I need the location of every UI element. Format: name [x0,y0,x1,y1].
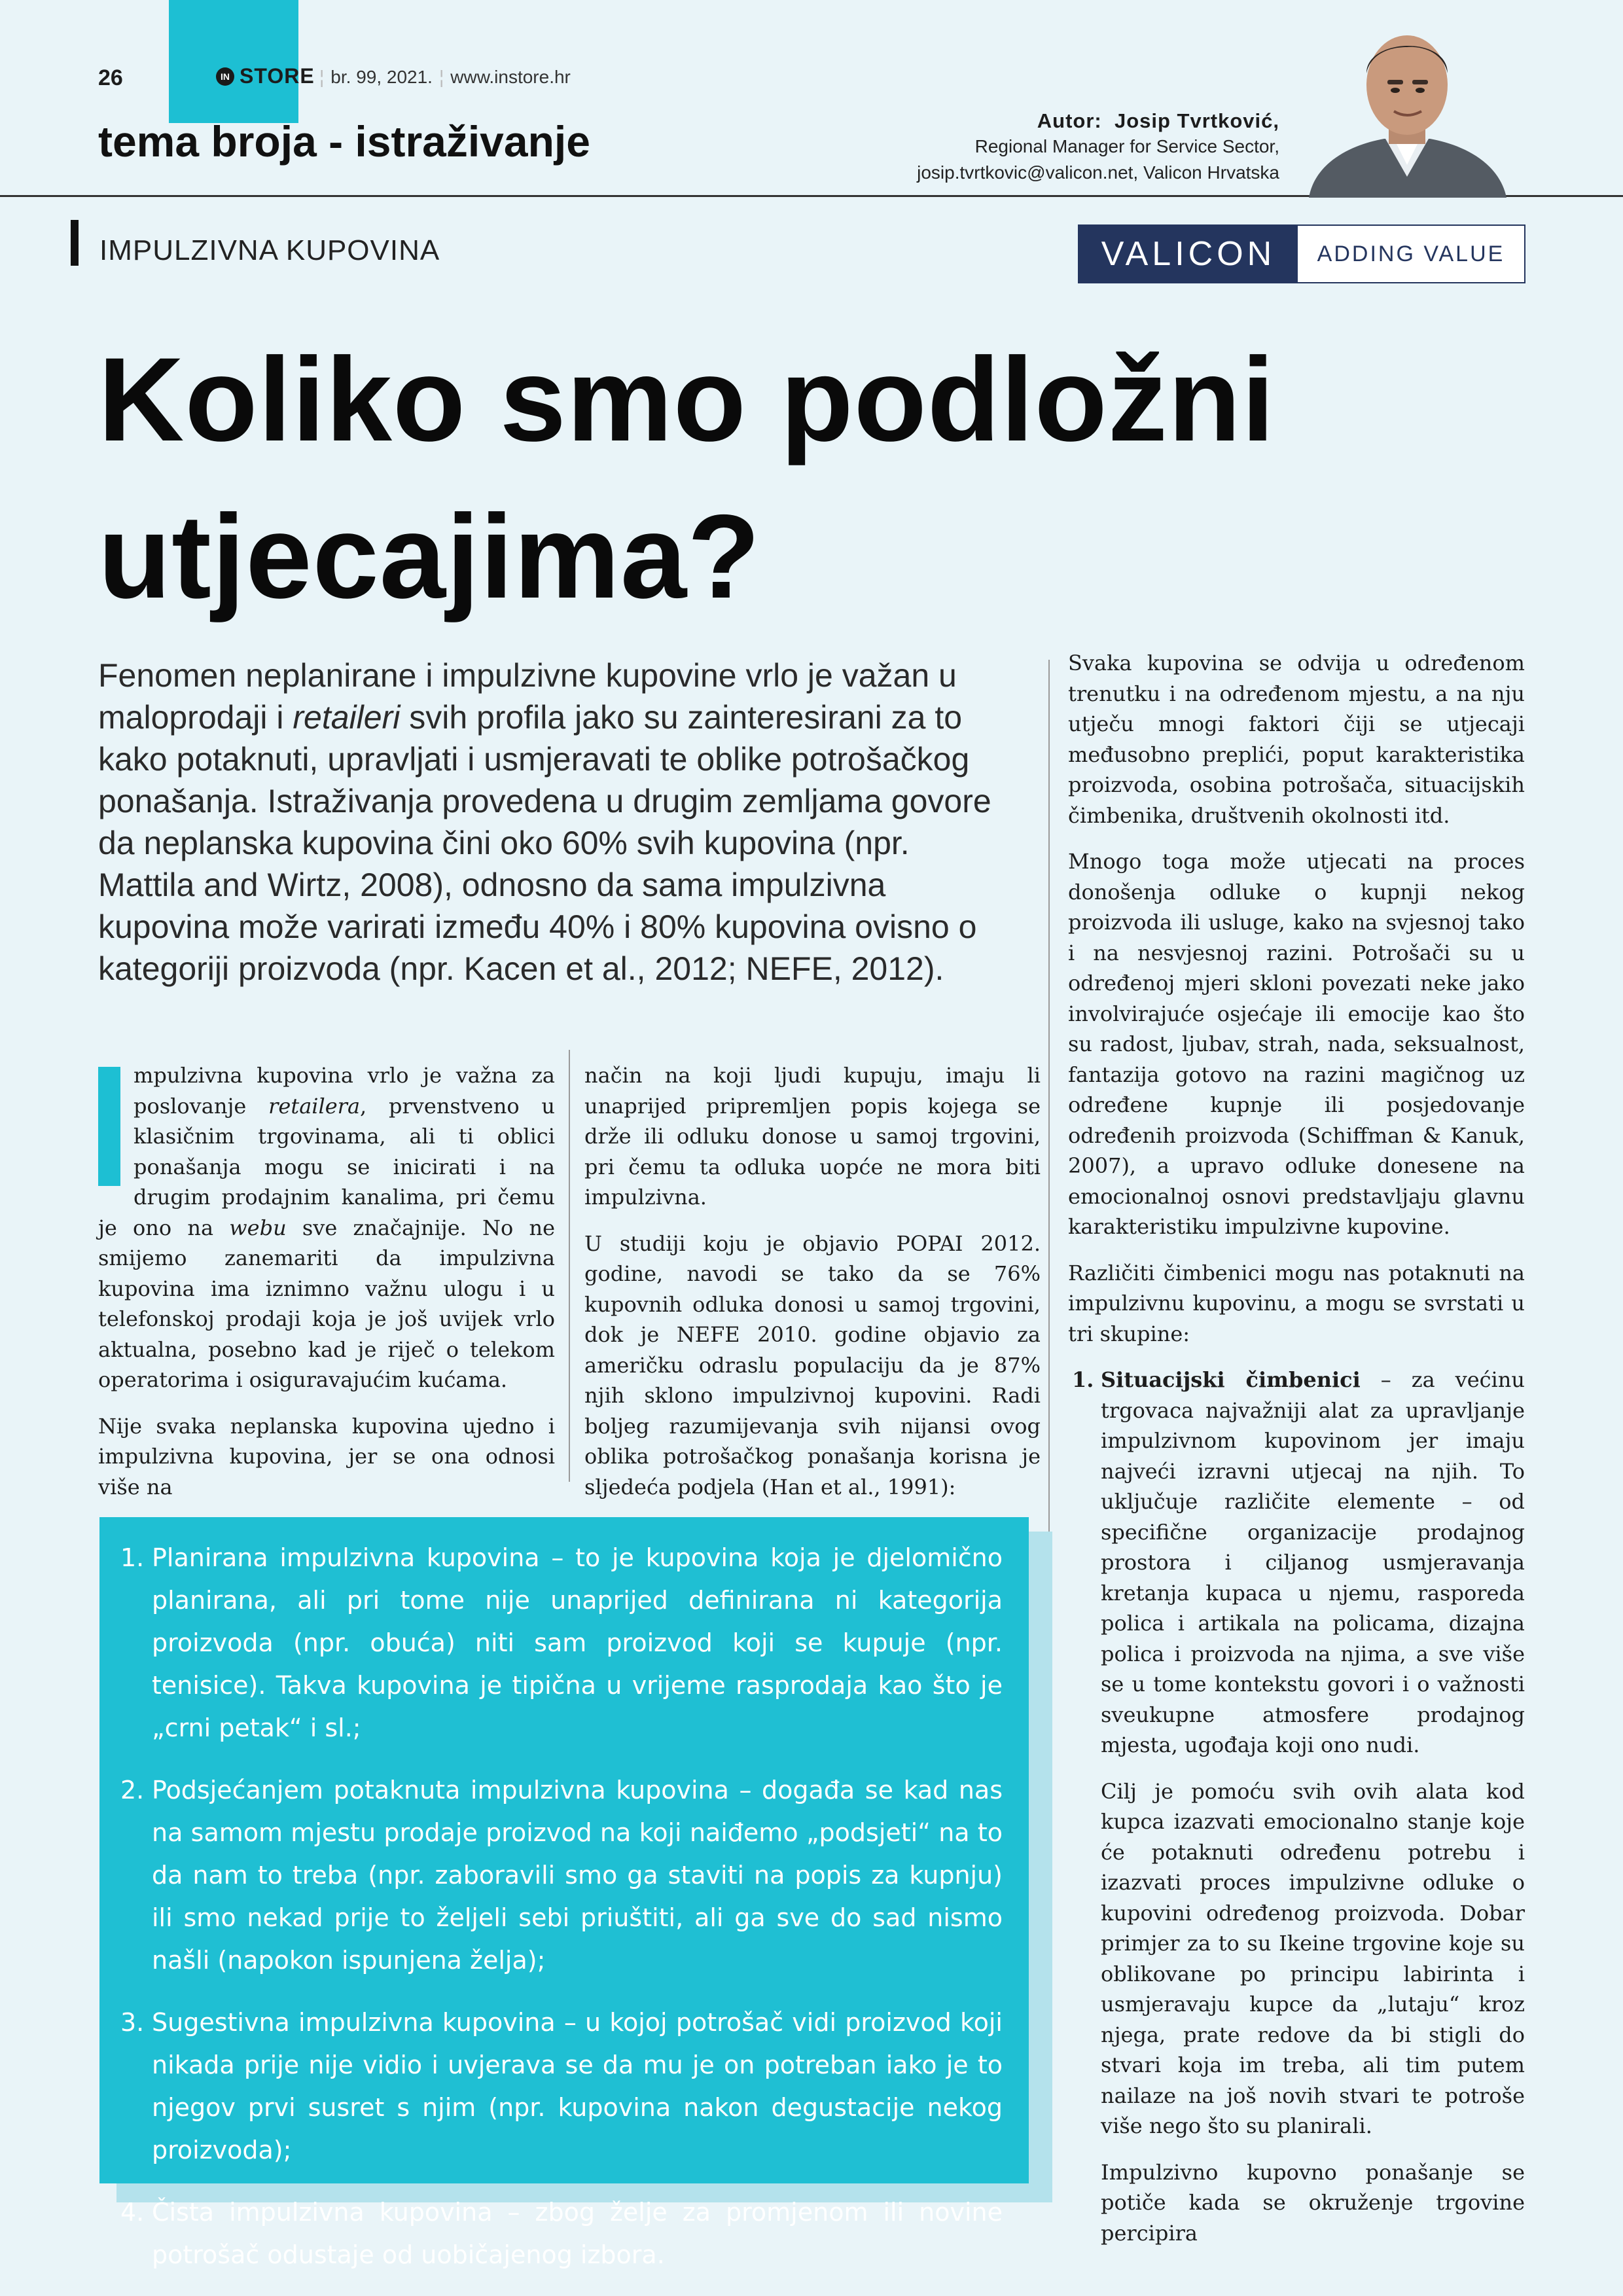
body-paragraph: Svaka kupovina se odvija u određenom trenutku i na određenom mjestu, a na nju utječu mnogi faktori čiji se utjecaji međusobno preplići, poput karakteristika proizvoda, osobina potrošača, situacijskih čimbenika, društvenih okolnosti itd. [1068,651,1525,828]
author-contact: josip.tvrtkovic@valicon.net, Valicon Hrvatska [917,162,1279,183]
column-divider-right [1048,660,1050,1619]
body-column-3 [1068,648,1525,2264]
kicker-bar [71,220,79,266]
list-item: 2. Podsjećanjem potaknuta impulzivna kupovina – događa se kad nas na samom mjestu prodaje proizvod na koji naiđemo „podsjeti“ na to da nam to treba (npr. zaboravili smo ga staviti na popis za kupnju) ili smo nekad prije to željeli sebi priuštiti, ali ga sve do sad nismo našli (napokon ispunjena želja); [120,1776,1003,1975]
intro-paragraph: mpulzivna kupovina vrlo je važna za poslovanje retailera, prvenstveno u klasičnim trgovinama, ali ti oblici ponašanja mogu se inicirati i na drugim prodajnim kanalima, pri čemu je ono na webu sve značajnije. No ne smijemo zanemariti da impulzivna kupovina ima iznimno važnu ulogu i u telefonskoj prodaji koja je još uvijek vrlo aktualna, posebno kad je riječ o telekom operatorima i osiguravajućim kućama. [98,1063,556,1392]
valicon-tagline: ADDING VALUE [1317,241,1505,266]
issue-number: br. 99, 2021. [330,67,433,87]
section-title: tema broja - istraživanje [98,117,590,166]
body-paragraph: Cilj je pomoću svih ovih alata kod kupca izazvati emocionalno stanje koje će potaknuti određenu potrebu i izazvati proces impulzivne odluke o kupovini određenog proizvoda. Dobar primjer za to su Ikeine trgovine koje su oblikovane po principu labirinta i usmjeravaju kupce da „lutaju“ kroz njega, prate redove da bi stigli do stvari koja im treba, ali tim putem nailaze na još novih stvari te potroše više nego što su planirali. [1101,1778,1525,2138]
header-accent-block [169,0,298,123]
valicon-logo [1078,224,1525,283]
instore-logo [216,64,315,88]
author-photo [1296,20,1518,198]
body-paragraph: Različiti čimbenici mogu nas potaknuti na impulzivnu kupovinu, a mogu se svrstati u tri skupine: [1068,1260,1525,1346]
list-item-number: 1. [1072,1367,1094,1392]
list-item: 4. Čista impulzivna kupovina – zbog želje za promjenom ili novine potrošač odustaje od uobičajenog izbora. [120,2198,1003,2269]
list-item: 3. Sugestivna impulzivna kupovina – u kojoj potrošač vidi proizvod koji nikada prije nije vidio i uvjerava se da mu je on potreban iako je to njegov prvi susret s njim (npr. kupovina nakon degustacije nekog proizvoda); [120,2008,1003,2164]
headline-line-2: utjecajima? [98,490,761,623]
body-paragraph: Mnogo toga može utjecati na proces donošenja odluke o kupnji nekog proizvoda ili usluge, kako na svjesnoj tako i na nesvjesnoj razini. Potrošači su u određenoj mjeri skloni povezati neke jako involvirajuće osjećaje ili emocije kao što su radost, ljubav, strah, nada, seksualnost, fantazija gotovo na razini magičnog uz određene kupnje ili posjedovanje određenih proizvoda (Schiffman & Kanuk, 2007), a upravo odluke donesene na emocionalnoj osnovi predstavljaju glavnu karakteristiku impulzivne kupovine. [1068,849,1525,1239]
drop-cap [98,1067,120,1186]
valicon-name: VALICON [1079,226,1298,282]
body-paragraph: način na koji ljudi kupuju, imaju li unaprijed pripremljen popis kojega se drže ili odluku donose u samoj trgovini, pri čemu ta odluka uopće ne mora biti impulzivna. [584,1063,1041,1210]
author-block [917,109,1279,186]
headline-line-1: Koliko smo podložni [98,332,1275,466]
highlight-box [99,1517,1029,2269]
factors-list [1068,1365,1525,2248]
body-column-2 [584,1060,1041,1518]
page-number: 26 [98,65,123,90]
body-paragraph: Nije svaka neplanska kupovina ujedno i impulzivna kupovina, jer se ona odnosi više na [98,1413,555,1499]
list-item: 1. Planirana impulzivna kupovina – to je kupovina koja je djelomično planirana, ali pri tome nije unaprijed definirana ni kategorija proizvoda (npr. obuća) niti sam proizvod koji se kupuje (npr. tenisice). Takva kupovina je tipična u vrijeme rasprodaja kao što je „crni petak“ i sl.; [120,1543,1003,1742]
logo-store-word: STORE [240,64,315,88]
body-column-1 [98,1060,555,1518]
author-role: Regional Manager for Service Sector, [974,136,1279,156]
headline [98,321,1538,635]
list-item: 1. Situacijski čimbenici – za većinu trgovaca najvažniji alat za upravljanje impulzivnom kupovinom jer imaju najveći izravni utjecaj na njih. To uključuje različite elemente – od specifične organizacije prodajnog prostora i ciljanog usmjeravanja kretanja kupaca u njemu, rasporeda polica i artikala na policama, dizajna polica i proizvoda na njima, a sve više se u tome kontekstu govori i o važnosti sveukupne atmosfere prodajnog mjesta, ugođaja koji ono nudi. Cilj je pomoću svih ovih alata kod kupca izazvati emocionalno stanje koje će potaknuti određenu potrebu i izazvati proces impulzivne odluke o kupovini određenog proizvoda. Dobar primjer za to su Ikeine trgovine koje su oblikovane po principu labirinta i usmjeravaju kupce da „lutaju“ kroz njega, prate redove da bi stigli do stvari koja im treba, ali tim putem nailaze na još novih stvari te potroše više nego što su planirali. Impulzivno kupovno ponašanje se potiče kada se okruženje trgovine percipira [1068,1365,1525,2248]
author-label: Autor: [1037,109,1102,132]
website-link[interactable]: www.instore.hr [450,67,571,87]
issue-info: ¦ br. 99, 2021. ¦ www.instore.hr [319,67,571,87]
body-paragraph: U studiji koju je objavio POPAI 2012. godine, navodi se tako da se 76% kupovnih odluka donosi u samoj trgovini, dok je NEFE 2010. godine objavio za američku odraslu populaciju da je 87% njih sklono impulzivnoj kupovini. Radi boljeg razumijevanja svih nijansi ovog oblika potrošačkog ponašanja korisna je sljedeća podjela (Han et al., 1991): [584,1230,1041,1499]
column-divider-middle [569,1050,570,1482]
logo-in-badge: IN [216,67,234,86]
body-paragraph: Impulzivno kupovno ponašanje se potiče kada se okruženje trgovine percipira [1101,2159,1525,2246]
lead-paragraph: Fenomen neplanirane i impulzivne kupovine vrlo je važan u maloprodaji i retaileri svih profila jako su zainteresirani za to kako potaknuti, upravljati i usmjeravati te oblike potrošačkog ponašanja. Istraživanja provedena u drugim zemljama govore da neplanska kupovina čini oko 60% svih kupovina (npr. Mattila and Wirtz, 2008), odnosno da sama impulzivna kupovina može varirati između 40% i 80% kupovina ovisno o kategoriji proizvoda (npr. Kacen et al., 2012; NEFE, 2012). [98,657,991,987]
list-item-term: Situacijski čimbenici [1101,1367,1361,1392]
category-kicker: IMPULZIVNA KUPOVINA [99,234,440,266]
author-name: Josip Tvrtković, [1114,109,1279,132]
purchase-types-list [99,1517,1029,2276]
